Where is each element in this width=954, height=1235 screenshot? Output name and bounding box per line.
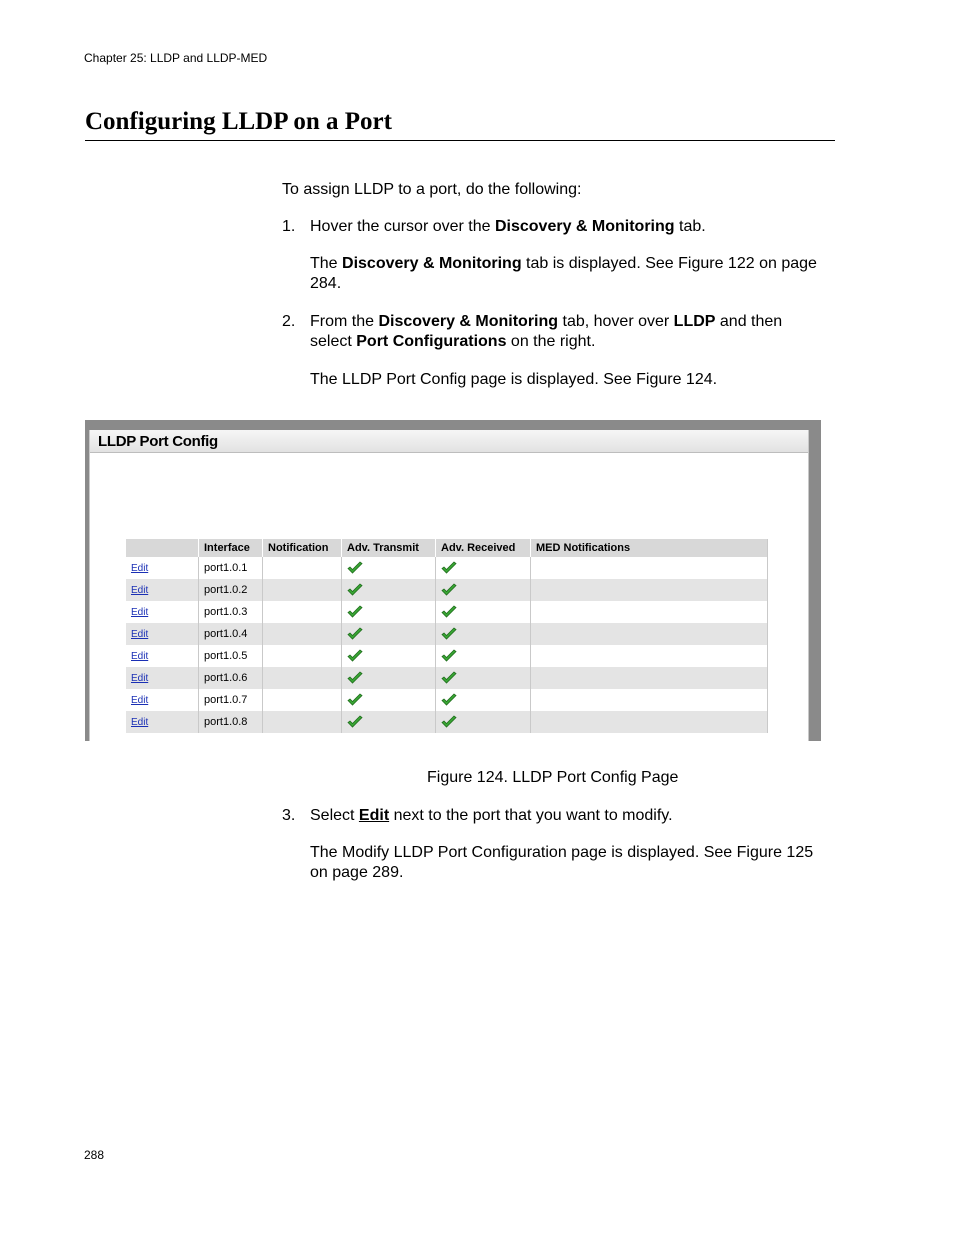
edit-link[interactable]: Edit <box>131 717 149 728</box>
med-notifications-cell <box>531 667 768 689</box>
table-row <box>126 689 768 711</box>
notification-cell <box>263 623 342 645</box>
adv-transmit-cell <box>342 645 436 667</box>
interface-label: port1.0.6 <box>204 672 248 684</box>
interface-label: port1.0.3 <box>204 606 248 618</box>
edit-link[interactable]: Edit <box>131 651 149 662</box>
notification-cell <box>263 645 342 667</box>
notification-cell <box>263 667 342 689</box>
interface-label: port1.0.7 <box>204 694 248 706</box>
adv-received-cell <box>436 623 531 645</box>
green-checkmark-icon <box>347 627 363 641</box>
panel-title: LLDP Port Config <box>98 433 218 450</box>
adv-transmit-cell <box>342 667 436 689</box>
notification-cell <box>263 689 342 711</box>
green-checkmark-icon <box>441 627 457 641</box>
edit-link[interactable]: Edit <box>131 695 149 706</box>
green-checkmark-icon <box>347 605 363 619</box>
green-checkmark-icon <box>441 715 457 729</box>
step-number: 3. <box>282 807 296 824</box>
edit-link[interactable]: Edit <box>131 629 149 640</box>
adv-transmit-cell <box>342 601 436 623</box>
interface-cell <box>199 623 263 645</box>
adv-received-cell <box>436 667 531 689</box>
intro-text: To assign LLDP to a port, do the following: <box>282 181 582 198</box>
column-header: Adv. Transmit <box>342 539 436 557</box>
green-checkmark-icon <box>441 583 457 597</box>
green-checkmark-icon <box>347 693 363 707</box>
notification-cell <box>263 579 342 601</box>
lldp-port-config-screenshot <box>85 420 821 741</box>
table-row <box>126 557 768 579</box>
med-notifications-cell <box>531 645 768 667</box>
action-cell <box>126 557 199 579</box>
port-config-table <box>126 539 768 733</box>
interface-label: port1.0.8 <box>204 716 248 728</box>
step-2-result: The LLDP Port Config page is displayed. See Figure 124. <box>310 371 718 388</box>
panel-title-bar <box>90 430 808 453</box>
interface-cell <box>199 557 263 579</box>
table-row <box>126 645 768 667</box>
interface-cell <box>199 667 263 689</box>
adv-transmit-cell <box>342 623 436 645</box>
column-header: Interface <box>199 539 263 557</box>
green-checkmark-icon <box>347 671 363 685</box>
med-notifications-cell <box>531 711 768 733</box>
step-1-result: The Discovery & Monitoring tab is displayed. See Figure 122 on page 284. <box>310 255 817 292</box>
green-checkmark-icon <box>441 693 457 707</box>
adv-received-cell <box>436 711 531 733</box>
column-header: Notification <box>263 539 342 557</box>
interface-label: port1.0.2 <box>204 584 248 596</box>
notification-cell <box>263 601 342 623</box>
action-cell <box>126 711 199 733</box>
adv-received-cell <box>436 689 531 711</box>
table-row <box>126 579 768 601</box>
action-cell <box>126 689 199 711</box>
adv-transmit-cell <box>342 579 436 601</box>
green-checkmark-icon <box>441 561 457 575</box>
step-number: 2. <box>282 313 296 330</box>
edit-link[interactable]: Edit <box>131 607 149 618</box>
step-number: 1. <box>282 218 296 235</box>
interface-cell <box>199 689 263 711</box>
section-title: Configuring LLDP on a Port <box>85 108 392 135</box>
interface-label: port1.0.5 <box>204 650 248 662</box>
green-checkmark-icon <box>441 649 457 663</box>
med-notifications-cell <box>531 557 768 579</box>
adv-transmit-cell <box>342 711 436 733</box>
green-checkmark-icon <box>441 605 457 619</box>
adv-received-cell <box>436 601 531 623</box>
panel <box>89 430 809 741</box>
table-row <box>126 711 768 733</box>
adv-received-cell <box>436 557 531 579</box>
notification-cell <box>263 557 342 579</box>
step-3-text: Select Edit next to the port that you want to modify. <box>310 807 673 824</box>
action-cell <box>126 601 199 623</box>
interface-label: port1.0.4 <box>204 628 248 640</box>
interface-cell <box>199 711 263 733</box>
green-checkmark-icon <box>347 715 363 729</box>
med-notifications-cell <box>531 601 768 623</box>
table-body <box>126 557 768 733</box>
interface-cell <box>199 645 263 667</box>
med-notifications-cell <box>531 689 768 711</box>
running-head: Chapter 25: LLDP and LLDP-MED <box>84 51 268 65</box>
action-cell <box>126 667 199 689</box>
interface-cell <box>199 601 263 623</box>
column-header <box>126 539 199 557</box>
table-row <box>126 601 768 623</box>
table-header-row <box>126 539 768 557</box>
adv-received-cell <box>436 579 531 601</box>
med-notifications-cell <box>531 623 768 645</box>
step-2-text: From the Discovery & Monitoring tab, hover over LLDP and then select Port Configurations on the right. <box>310 313 783 350</box>
notification-cell <box>263 711 342 733</box>
page-number: 288 <box>84 1148 105 1162</box>
step-1-text: Hover the cursor over the Discovery & Monitoring tab. <box>310 218 706 235</box>
table-row <box>126 667 768 689</box>
green-checkmark-icon <box>347 583 363 597</box>
action-cell <box>126 623 199 645</box>
adv-transmit-cell <box>342 557 436 579</box>
edit-link[interactable]: Edit <box>131 585 149 596</box>
green-checkmark-icon <box>441 671 457 685</box>
figure-caption: Figure 124. LLDP Port Config Page <box>427 769 679 786</box>
column-header: MED Notifications <box>531 539 768 557</box>
step-3-result: The Modify LLDP Port Configuration page is displayed. See Figure 125 on page 289. <box>310 844 814 881</box>
edit-link[interactable]: Edit <box>131 673 149 684</box>
med-notifications-cell <box>531 579 768 601</box>
green-checkmark-icon <box>347 561 363 575</box>
interface-cell <box>199 579 263 601</box>
column-header: Adv. Received <box>436 539 531 557</box>
title-rule <box>85 140 835 141</box>
action-cell <box>126 645 199 667</box>
adv-transmit-cell <box>342 689 436 711</box>
action-cell <box>126 579 199 601</box>
edit-link[interactable]: Edit <box>131 563 149 574</box>
green-checkmark-icon <box>347 649 363 663</box>
table-row <box>126 623 768 645</box>
adv-received-cell <box>436 645 531 667</box>
interface-label: port1.0.1 <box>204 562 248 574</box>
